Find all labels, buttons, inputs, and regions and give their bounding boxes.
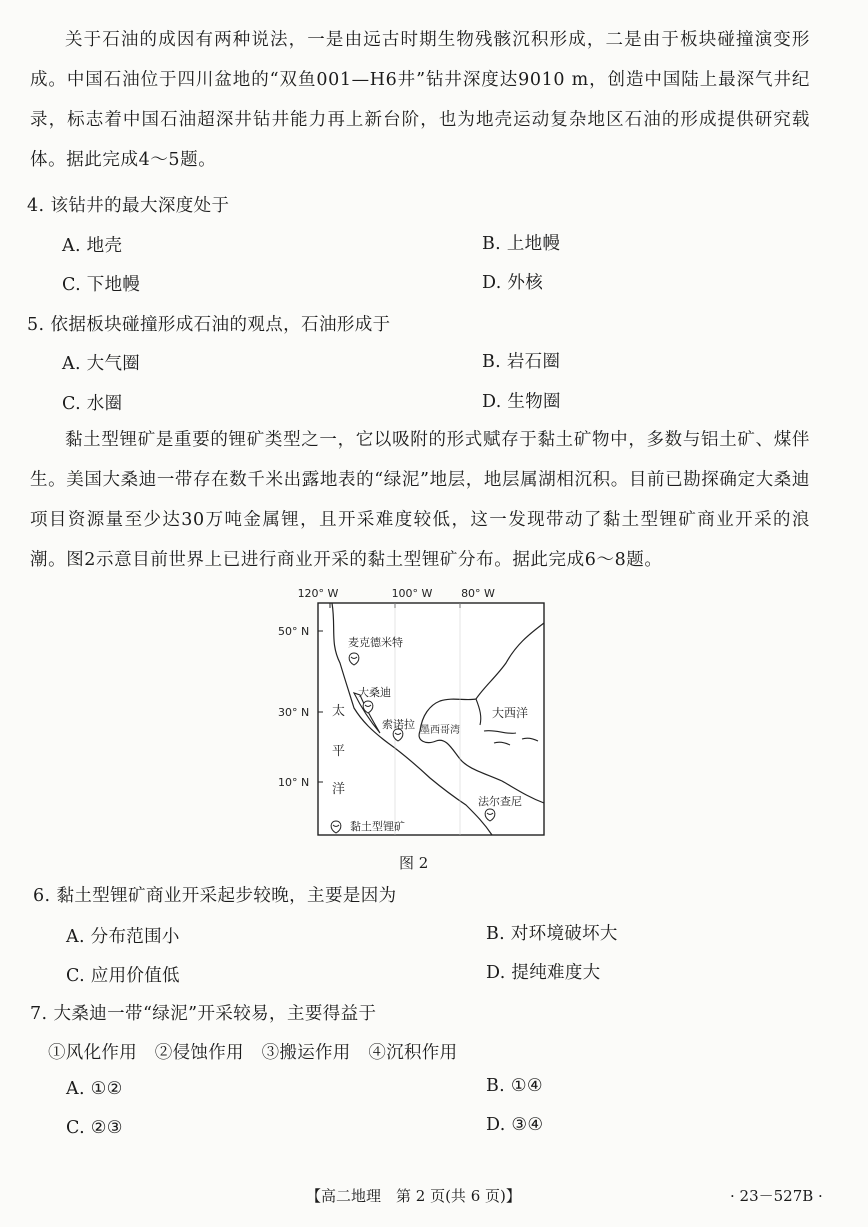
legend-label: 黏土型锂矿 bbox=[350, 820, 405, 833]
q7-option-c: C. ②③ bbox=[66, 1118, 123, 1138]
q4-option-b: B. 上地幔 bbox=[482, 234, 561, 254]
question-5-stem: 5. 依据板块碰撞形成石油的观点，石油形成于 bbox=[27, 315, 391, 335]
lithium-deposit-map bbox=[270, 583, 570, 883]
footer-code: · 23－527B · bbox=[730, 1187, 823, 1205]
site-label-mcdermitt: 麦克德米特 bbox=[348, 636, 403, 649]
lon-label-100w: 100° W bbox=[391, 587, 433, 600]
gulf-of-mexico-label: 墨西哥湾 bbox=[420, 725, 460, 736]
q6-option-d: D. 提纯难度大 bbox=[486, 963, 601, 983]
q7-option-a: A. ①② bbox=[66, 1079, 123, 1099]
q7-option-b: B. ①④ bbox=[486, 1076, 543, 1096]
lon-label-80w: 80° W bbox=[461, 587, 495, 600]
site-label-sonora: 索诺拉 bbox=[382, 718, 415, 731]
pacific-label-1: 太 bbox=[332, 704, 346, 719]
q5-option-d: D. 生物圈 bbox=[482, 392, 561, 412]
passage-lithium: 黏土型锂矿是重要的锂矿类型之一，它以吸附的形式赋存于黏土矿物中，多数与铝土矿、煤伴生。美国大桑迪一带存在数千米出露地表的“绿泥”地层，地层属湖相沉积。目前已勘探确定大桑迪项目资源量至少达30万吨金属锂，且开采难度较低，这一发现带动了黏土型锂矿商业开采的浪潮。图2示意目前世界上已进行商业开采的黏土型锂矿分布。据此完成6～8题。 bbox=[30, 430, 810, 570]
atlantic-ocean-label: 大西洋 bbox=[492, 706, 529, 720]
q6-option-c: C. 应用价值低 bbox=[66, 966, 180, 986]
q6-option-a: A. 分布范围小 bbox=[66, 927, 180, 947]
q4-option-a: A. 地壳 bbox=[62, 236, 123, 256]
figure-caption: 图 2 bbox=[399, 854, 429, 872]
q7-option-d: D. ③④ bbox=[486, 1115, 544, 1135]
q5-option-a: A. 大气圈 bbox=[62, 354, 141, 374]
question-4-stem: 4. 该钻井的最大深度处于 bbox=[27, 196, 230, 216]
q5-option-c: C. 水圈 bbox=[62, 394, 123, 414]
site-label-big-sandy: 大桑迪 bbox=[358, 686, 391, 699]
lat-label-30n: 30° N bbox=[278, 706, 310, 719]
pacific-label-3: 洋 bbox=[332, 782, 346, 797]
lat-label-10n: 10° N bbox=[278, 776, 310, 789]
pacific-label-2: 平 bbox=[332, 744, 346, 759]
question-6-stem: 6. 黏土型锂矿商业开采起步较晚，主要是因为 bbox=[33, 886, 397, 906]
q6-option-b: B. 对环境破坏大 bbox=[486, 924, 618, 944]
q7-items: ①风化作用 ②侵蚀作用 ③搬运作用 ④沉积作用 bbox=[48, 1043, 458, 1063]
question-7-stem: 7. 大桑迪一带“绿泥”开采较易，主要得益于 bbox=[30, 1004, 377, 1024]
footer-page-info: 【高二地理 第 2 页(共 6 页)】 bbox=[306, 1187, 521, 1205]
q4-option-d: D. 外核 bbox=[482, 273, 544, 293]
site-label-falchani: 法尔查尼 bbox=[478, 795, 522, 808]
lon-label-120w: 120° W bbox=[297, 587, 339, 600]
passage-petroleum: 关于石油的成因有两种说法，一是由远古时期生物残骸沉积形成，二是由于板块碰撞演变形成。中国石油位于四川盆地的“双鱼001—H6井”钻井深度达9010 m，创造中国陆上最深气井纪录，标志着中国石油超深井钻井能力再上新台阶，也为地壳运动复杂地区石油的形成提供研究载体。据此完成4～5题。 bbox=[30, 30, 810, 170]
q4-option-c: C. 下地幔 bbox=[62, 275, 141, 295]
q5-option-b: B. 岩石圈 bbox=[482, 352, 561, 372]
lat-label-50n: 50° N bbox=[278, 625, 310, 638]
